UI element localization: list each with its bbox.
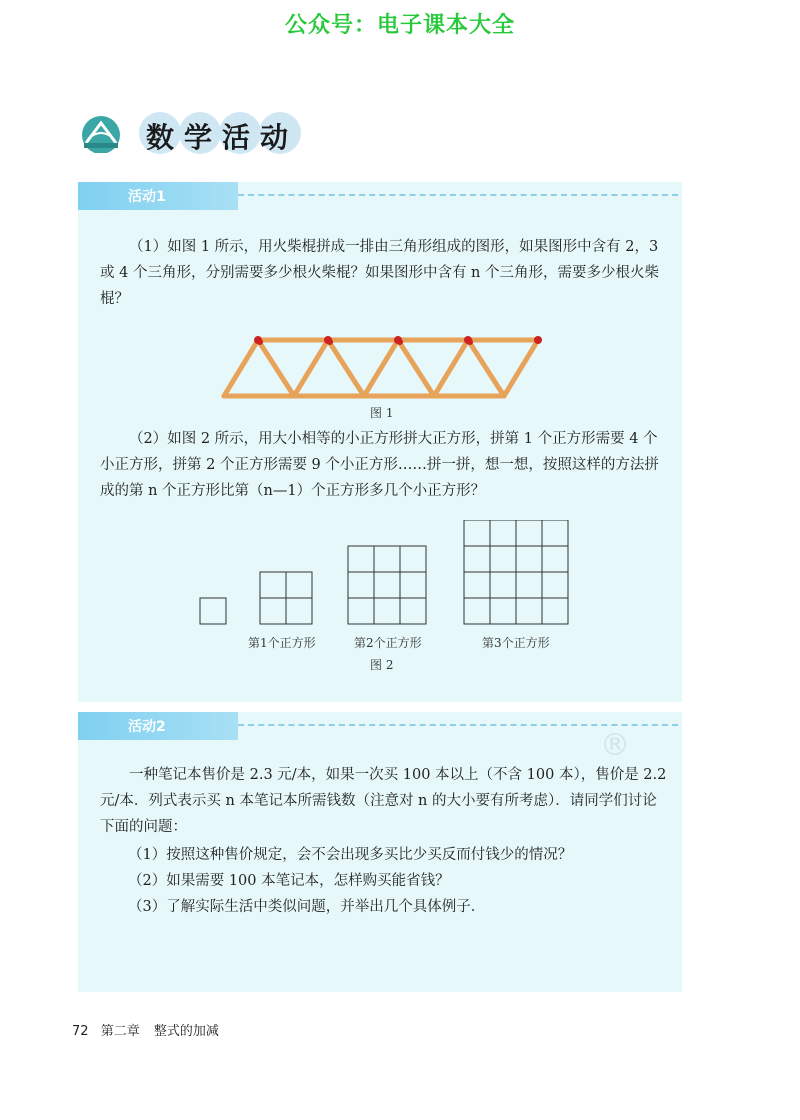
figure2-label-3: 第3个正方形 — [482, 636, 550, 650]
activity1-divider — [238, 194, 678, 196]
section-label: 整式的加减 — [153, 1024, 219, 1039]
compass-ruler-icon — [78, 113, 124, 153]
figure1-caption: 图 1 — [370, 406, 394, 420]
activity1-question2: （2）如图 2 所示，用大小相等的小正方形拼大正方形，拼第 1 个正方形需要 4 个小正方形，拼第 2 个正方形需要 9 个小正方形……拼一拼，想一想，按照这样的方法拼成的第 n 个正方形比第（n—1）个正方形多几个小正方形？ — [100, 431, 659, 499]
figure1-matchsticks — [214, 330, 554, 402]
figure2-caption: 图 2 — [370, 658, 394, 672]
page-number: 72 — [72, 1024, 89, 1039]
activity2-divider — [238, 724, 678, 726]
chapter-label: 第二章 — [100, 1024, 140, 1039]
activity2-tab — [78, 712, 238, 740]
page-footer — [72, 1020, 219, 1039]
activity2-item-1: （1）按照这种售价规定，会不会出现多买比少买反而付钱少的情况？ — [128, 847, 573, 863]
activity2-item-3: （3）了解实际生活中类似问题，并举出几个具体例子． — [128, 899, 486, 915]
activity1-panel — [78, 182, 682, 702]
activity1-question1: （1）如图 1 所示，用火柴棍拼成一排由三角形组成的图形，如果图形中含有 2，3 或 4 个三角形，分别需要多少根火柴棍？如果图形中含有 n 个三角形，需要多少根火柴棍？ — [100, 239, 659, 307]
activity2-panel — [78, 712, 682, 992]
page-title: 数学活动 — [146, 121, 299, 154]
activity1-tab — [78, 182, 238, 210]
registered-mark-icon: ® — [600, 728, 630, 763]
figure2-label-2: 第2个正方形 — [354, 636, 422, 650]
activity1-tab-label: 活动1 — [128, 189, 166, 205]
activity2-item-2: （2）如果需要 100 本笔记本，怎样购买能省钱？ — [128, 873, 450, 889]
activity2-intro: 一种笔记本售价是 2.3 元/本，如果一次买 100 本以上（不含 100 本），售价是 2.2 元/本．列式表示买 n 本笔记本所需钱数（注意对 n 的大小要有所考虑）．请同学们讨论下面的问题： — [100, 767, 667, 835]
figure2-label-1: 第1个正方形 — [248, 636, 316, 650]
figure2-squares — [196, 520, 596, 630]
watermark-text: 公众号：电子课本大全 — [284, 13, 515, 38]
activity2-tab-label: 活动2 — [128, 719, 166, 735]
